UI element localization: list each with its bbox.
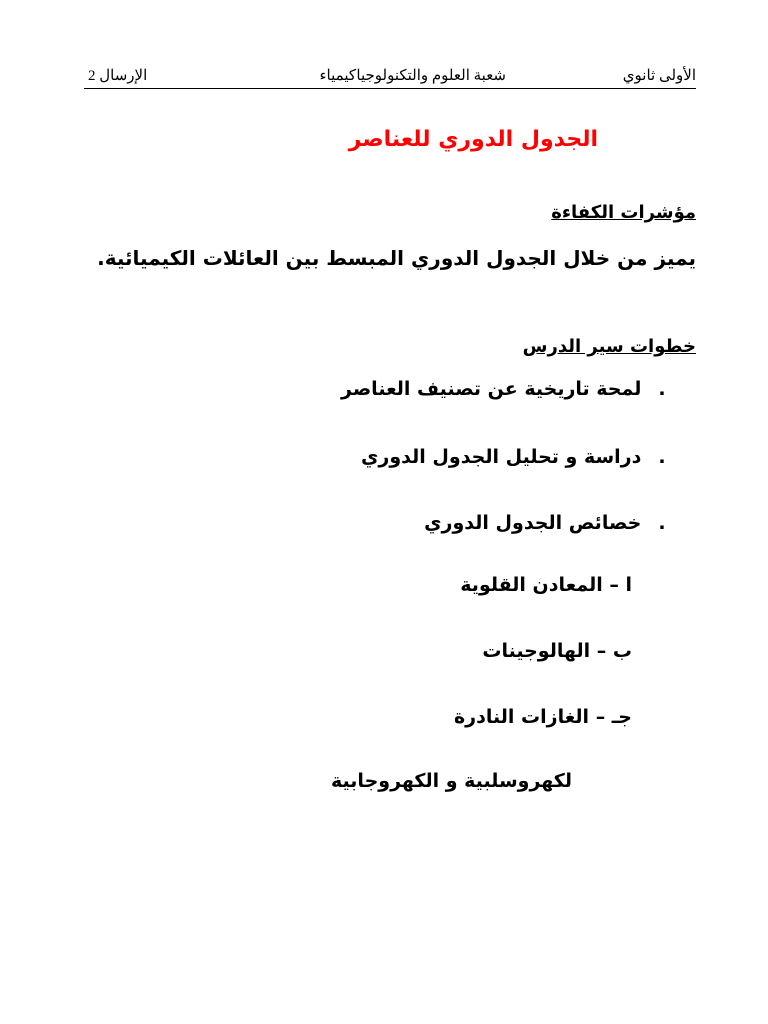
- competence-heading: مؤشرات الكفاءة: [551, 202, 696, 223]
- sub-item-alkali-metals: ا – المعادن القلوية: [460, 574, 632, 596]
- competence-text: يميز من خلال الجدول الدوري المبسط بين العائلات الكيميائية.: [97, 246, 696, 270]
- header-subject: كيمياء: [319, 68, 356, 84]
- step-item-label: خصائص الجدول الدوري: [424, 512, 642, 534]
- step-item: [424, 512, 676, 534]
- bullet: .: [658, 512, 666, 534]
- step-item-label: لمحة تاريخية عن تصنيف العناصر: [341, 378, 642, 400]
- steps-heading: خطوات سير الدرس: [522, 336, 696, 357]
- step-item: [361, 446, 676, 468]
- sub-item-electronegativity: لكهروسلبية و الكهروجابية: [331, 770, 572, 792]
- step-item: [341, 378, 676, 400]
- step-item-label: دراسة و تحليل الجدول الدوري: [361, 446, 642, 468]
- bullet: .: [658, 378, 666, 400]
- page-header: [84, 66, 696, 89]
- sub-item-noble-gases: جـ – الغازات النادرة: [453, 706, 632, 728]
- lesson-title: الجدول الدوري للعناصر: [348, 127, 598, 152]
- bullet: .: [658, 446, 666, 468]
- sub-item-halogens: ب – الهالوجينات: [482, 640, 632, 662]
- header-branch: شعبة العلوم والتكنولوجيا: [356, 68, 506, 84]
- header-level: الأولى ثانوي: [622, 68, 696, 84]
- header-send: الإرسال 2: [88, 68, 148, 84]
